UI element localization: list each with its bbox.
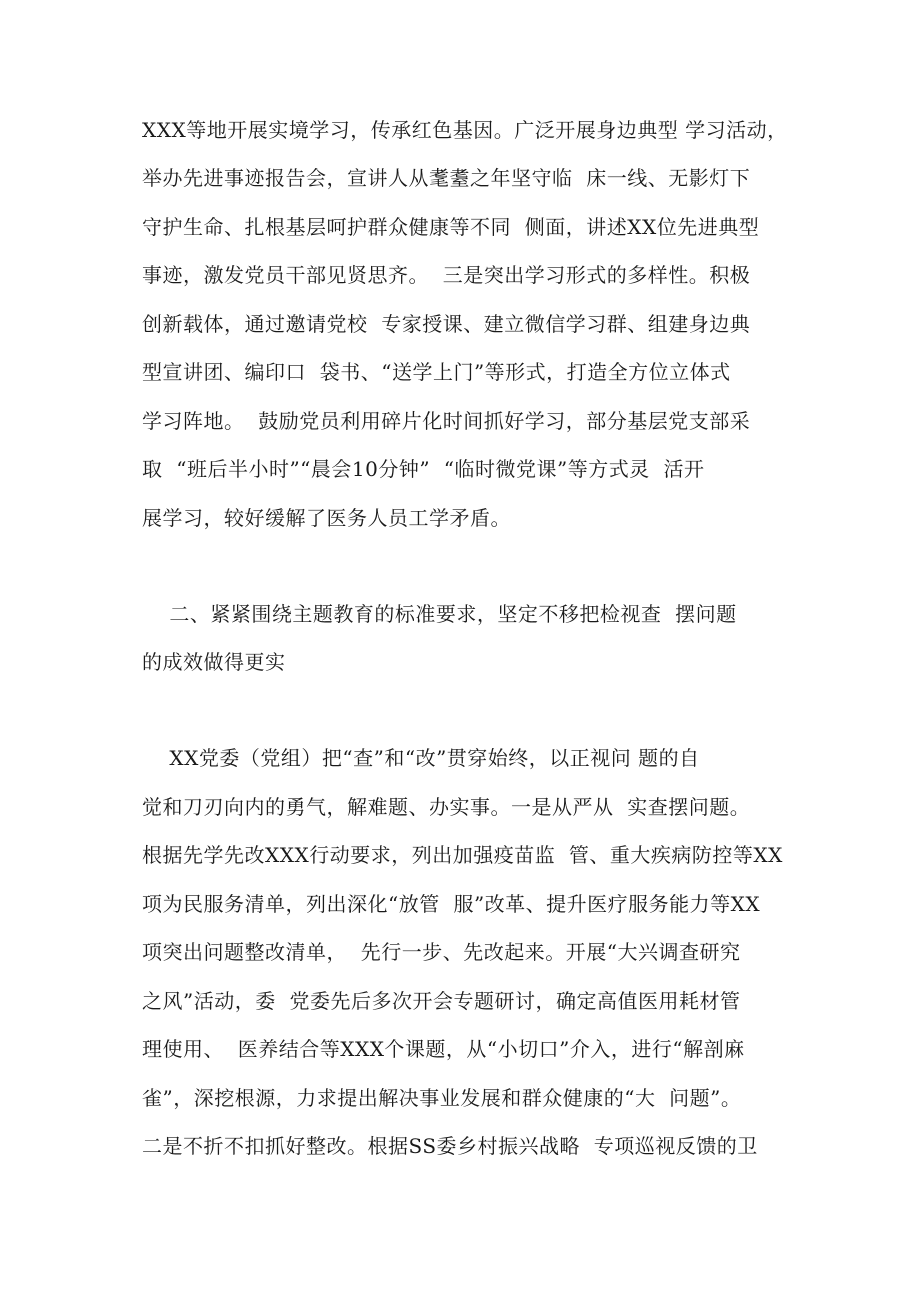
paragraph-line: 根据先学先改XXX行动要求，列出加强疫苗监 管、重大疾病防控等XX — [142, 843, 783, 867]
paragraph-line: 展学习，较好缓解了医务人员工学矛盾。 — [142, 506, 511, 530]
paragraph-line: 学习阵地。 鼓励党员利用碎片化时间抓好学习，部分基层党支部采 — [142, 409, 751, 433]
paragraph-line: XXX等地开展实境学习，传承红色基因。广泛开展身边典型 学习活动， — [142, 118, 788, 142]
paragraph-line: 项突出问题整改清单， 先行一步、先改起来。开展“大兴调查研究 — [142, 940, 741, 964]
paragraph-line: 二是不折不扣抓好整改。根据SS委乡村振兴战略 专项巡视反馈的卫 — [142, 1134, 758, 1158]
paragraph-line: 守护生命、扎根基层呵护群众健康等不同 侧面，讲述XX位先进典型 — [142, 215, 760, 239]
paragraph-line: 取 “班后半小时”“晨会10分钟” “临时微党课”等方式灵 活开 — [142, 457, 705, 481]
paragraph-line: 理使用、 医养结合等XXX个课题，从“小切口”介入，进行“解剖麻 — [142, 1037, 745, 1061]
paragraph-line: XX党委（党组）把“查”和“改”贯穿始终，以正视问 题的自 — [142, 746, 700, 770]
paragraph-line: 举办先进事迹报告会，宣讲人从耄耋之年坚守临 床一线、无影灯下 — [142, 166, 751, 190]
paragraph-line: 雀”，深挖根源，力求提出解决事业发展和群众健康的“大 问题”。 — [142, 1086, 742, 1110]
paragraph-line: 觉和刀刃向内的勇气，解难题、办实事。一是从严从 实查摆问题。 — [142, 795, 751, 819]
section-heading-line: 的成效做得更实 — [142, 650, 286, 674]
paragraph-line: 型宣讲团、编印口 袋书、“送学上门”等形式，打造全方位立体式 — [142, 360, 731, 384]
paragraph-line: 事迹，激发党员干部见贤思齐。 三是突出学习形式的多样性。积极 — [142, 263, 751, 287]
paragraph-line: 项为民服务清单，列出深化“放管 服”改革、提升医疗服务能力等XX — [142, 892, 761, 916]
paragraph-line: 创新载体，通过邀请党校 专家授课、建立微信学习群、组建身边典 — [142, 312, 751, 336]
section-heading-line: 二、紧紧围绕主题教育的标准要求，坚定不移把检视查 摆问题 — [142, 602, 737, 626]
paragraph-line: 之风”活动，委 党委先后多次开会专题研讨，确定高值医用耗材管 — [142, 989, 741, 1013]
